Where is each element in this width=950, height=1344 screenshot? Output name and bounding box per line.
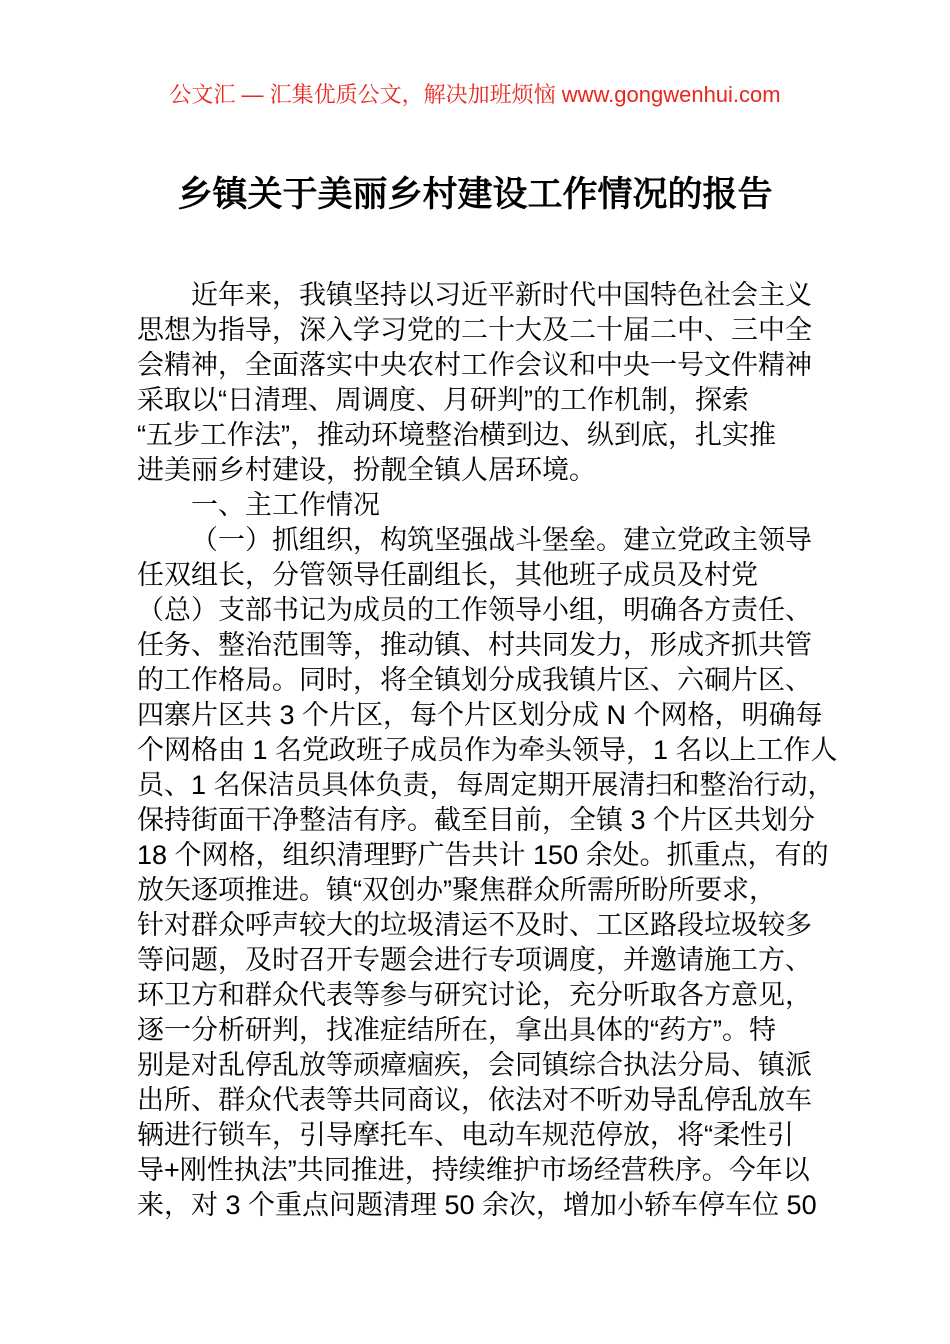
text-line: 的工作格局。同时，将全镇划分成我镇片区、六硐片区、 (137, 665, 812, 695)
text-line: 采取以“日清理、周调度、月研判”的工作机制，探索 (137, 385, 749, 415)
text-line: 等问题，及时召开专题会进行专项调度，并邀请施工方、 (137, 945, 812, 975)
text-line: 别是对乱停乱放等顽瘴痼疾，会同镇综合执法分局、镇派 (137, 1050, 812, 1080)
text-line: 会精神，全面落实中央农村工作会议和中央一号文件精神 (137, 350, 812, 380)
text-line: 逐一分析研判，找准症结所在，拿出具体的“药方”。特 (137, 1015, 776, 1045)
text-line: 出所、群众代表等共同商议，依法对不听劝导乱停乱放车 (137, 1085, 812, 1115)
text-line: 四寨片区共 3 个片区，每个片区划分成 N 个网格，明确每 (137, 700, 823, 730)
text-line: （总）支部书记为成员的工作领导小组，明确各方责任、 (137, 595, 812, 625)
text-line: 任务、整治范围等，推动镇、村共同发力，形成齐抓共管 (137, 630, 812, 660)
site-watermark-header: 公文汇 — 汇集优质公文，解决加班烦恼 www.gongwenhui.com (169, 82, 781, 107)
document-body (137, 278, 838, 1223)
text-line: 保持街面干净整洁有序。截至目前，全镇 3 个片区共划分 (137, 805, 816, 835)
text-line: （一）抓组织，构筑坚强战斗堡垒。建立党政主领导 (191, 525, 812, 555)
text-line: 任双组长，分管领导任副组长，其他班子成员及村党 (137, 560, 758, 590)
text-line: 针对群众呼声较大的垃圾清运不及时、工区路段垃圾较多 (137, 910, 812, 940)
text-line: 进美丽乡村建设，扮靓全镇人居环境。 (137, 455, 596, 485)
text-line: 环卫方和群众代表等参与研究讨论，充分听取各方意见， (137, 980, 812, 1010)
paragraph-section-1-paragraph (137, 523, 838, 1223)
text-line: 放矢逐项推进。镇“双创办”聚焦群众所需所盼所要求， (137, 875, 776, 905)
text-line: 辆进行锁车，引导摩托车、电动车规范停放，将“柔性引 (137, 1120, 794, 1150)
text-line: “五步工作法”，推动环境整治横到边、纵到底，扎实推 (137, 420, 776, 450)
text-line: 思想为指导，深入学习党的二十大及二十届二中、三中全 (137, 315, 812, 345)
paragraph-intro-paragraph (137, 278, 827, 488)
document-title: 乡镇关于美丽乡村建设工作情况的报告 (177, 175, 773, 214)
text-line: 来，对 3 个重点问题清理 50 余次，增加小轿车停车位 50 (137, 1190, 817, 1220)
text-line: 员、1 名保洁员具体负责，每周定期开展清扫和整治行动， (137, 770, 835, 800)
text-line: 18 个网格，组织清理野广告共计 150 余处。抓重点，有的 (137, 840, 829, 870)
text-line: 近年来，我镇坚持以习近平新时代中国特色社会主义 (191, 280, 812, 310)
text-line: 个网格由 1 名党政班子成员作为牵头领导，1 名以上工作人 (137, 735, 838, 765)
paragraph-section-heading (137, 488, 827, 523)
text-line: 导+刚性执法”共同推进，持续维护市场经营秩序。今年以 (137, 1155, 810, 1185)
text-line: 一、主工作情况 (191, 490, 380, 520)
